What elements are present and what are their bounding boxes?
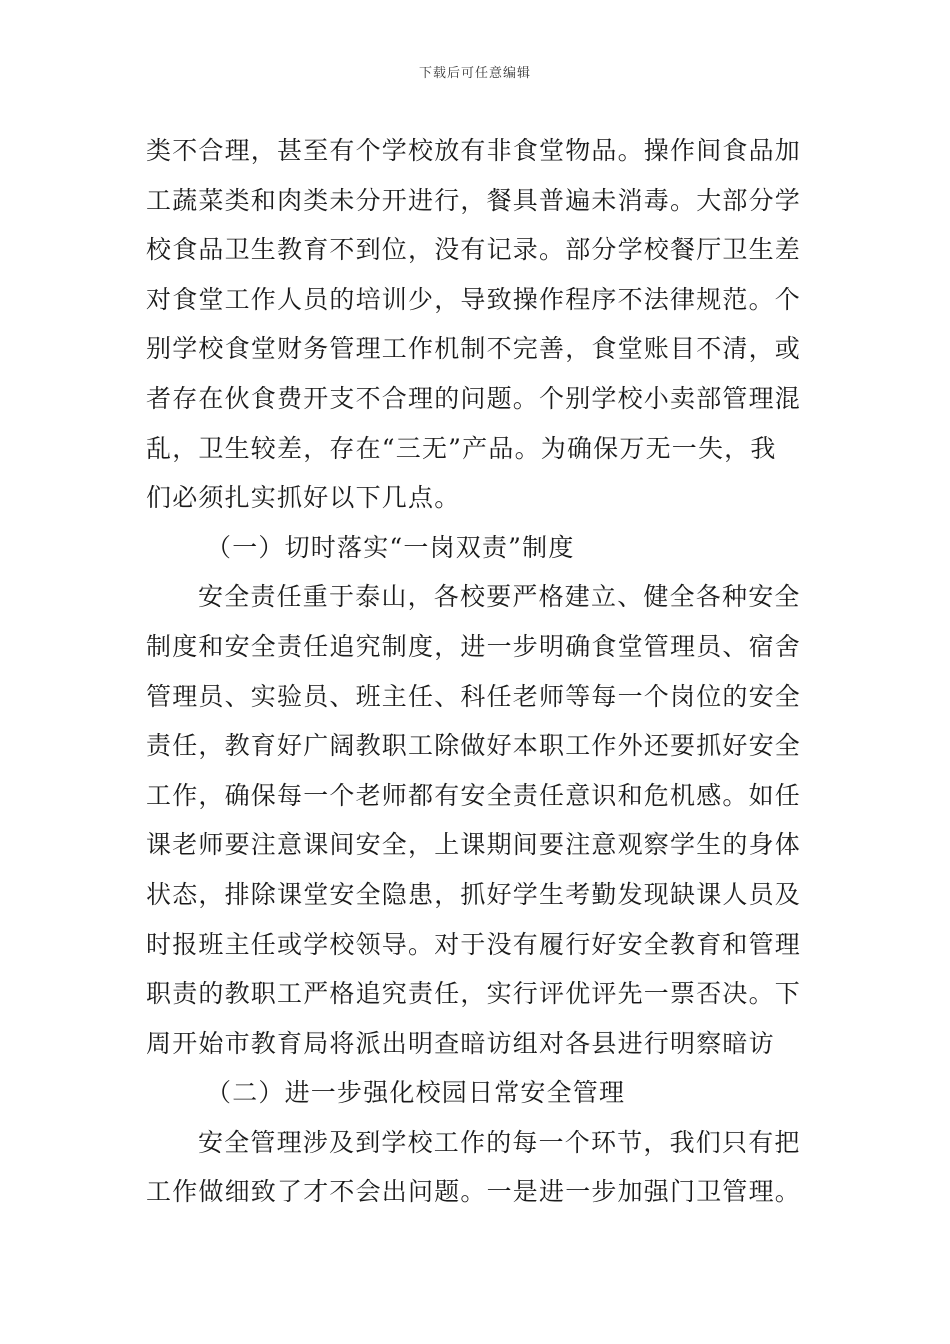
text-line: 乱，卫生较差，存在“三无”产品。为确保万无一失，我 xyxy=(146,433,777,463)
text-line: 别学校食堂财务管理工作机制不完善，食堂账目不清，或 xyxy=(146,334,802,364)
text-line: 周开始市教育局将派出明查暗访组对各县进行明察暗访 xyxy=(146,1028,775,1058)
section-heading-2: （二）进一步强化校园日常安全管理 xyxy=(206,1078,626,1108)
text-line: 工蔬菜类和肉类未分开进行，餐具普遍未消毒。大部分学 xyxy=(146,185,802,215)
document-body xyxy=(146,126,814,1217)
text-line: 课老师要注意课间安全，上课期间要注意观察学生的身体 xyxy=(146,830,802,860)
paragraph-start: 安全管理涉及到学校工作的每一个环节，我们只有把 xyxy=(198,1127,801,1157)
text-line: 制度和安全责任追究制度，进一步明确食堂管理员、宿舍 xyxy=(146,631,802,661)
text-line: 类不合理，甚至有个学校放有非食堂物品。操作间食品加 xyxy=(146,136,802,165)
text-line: 状态，排除课堂安全隐患，抓好学生考勤发现缺课人员及 xyxy=(146,879,802,909)
section-heading-1: （一）切时落实“一岗双责”制度 xyxy=(206,532,575,562)
text-line: 管理员、实验员、班主任、科任老师等每一个岗位的安全 xyxy=(146,681,802,711)
text-line: 职责的教职工严格追究责任，实行评优评先一票否决。下 xyxy=(146,979,802,1009)
text-line: 校食品卫生教育不到位，没有记录。部分学校餐厅卫生差 xyxy=(146,235,802,265)
text-line: 责任，教育好广阔教职工除做好本职工作外还要抓好安全 xyxy=(146,731,802,761)
text-line: 者存在伙食费开支不合理的问题。个别学校小卖部管理混 xyxy=(146,383,802,413)
text-line: 们必须扎实抓好以下几点。 xyxy=(146,483,461,513)
text-line: 时报班主任或学校领导。对于没有履行好安全教育和管理 xyxy=(146,929,802,959)
text-line: 工作，确保每一个老师都有安全责任意识和危机感。如任 xyxy=(146,780,802,810)
page-header: 下载后可任意编辑 xyxy=(418,66,531,81)
text-line: 对食堂工作人员的培训少，导致操作程序不法律规范。个 xyxy=(146,284,802,314)
paragraph-start: 安全责任重于泰山，各校要严格建立、健全各种安全 xyxy=(198,582,801,612)
text-line: 工作做细致了才不会出问题。一是进一步加强门卫管理。 xyxy=(146,1177,802,1207)
